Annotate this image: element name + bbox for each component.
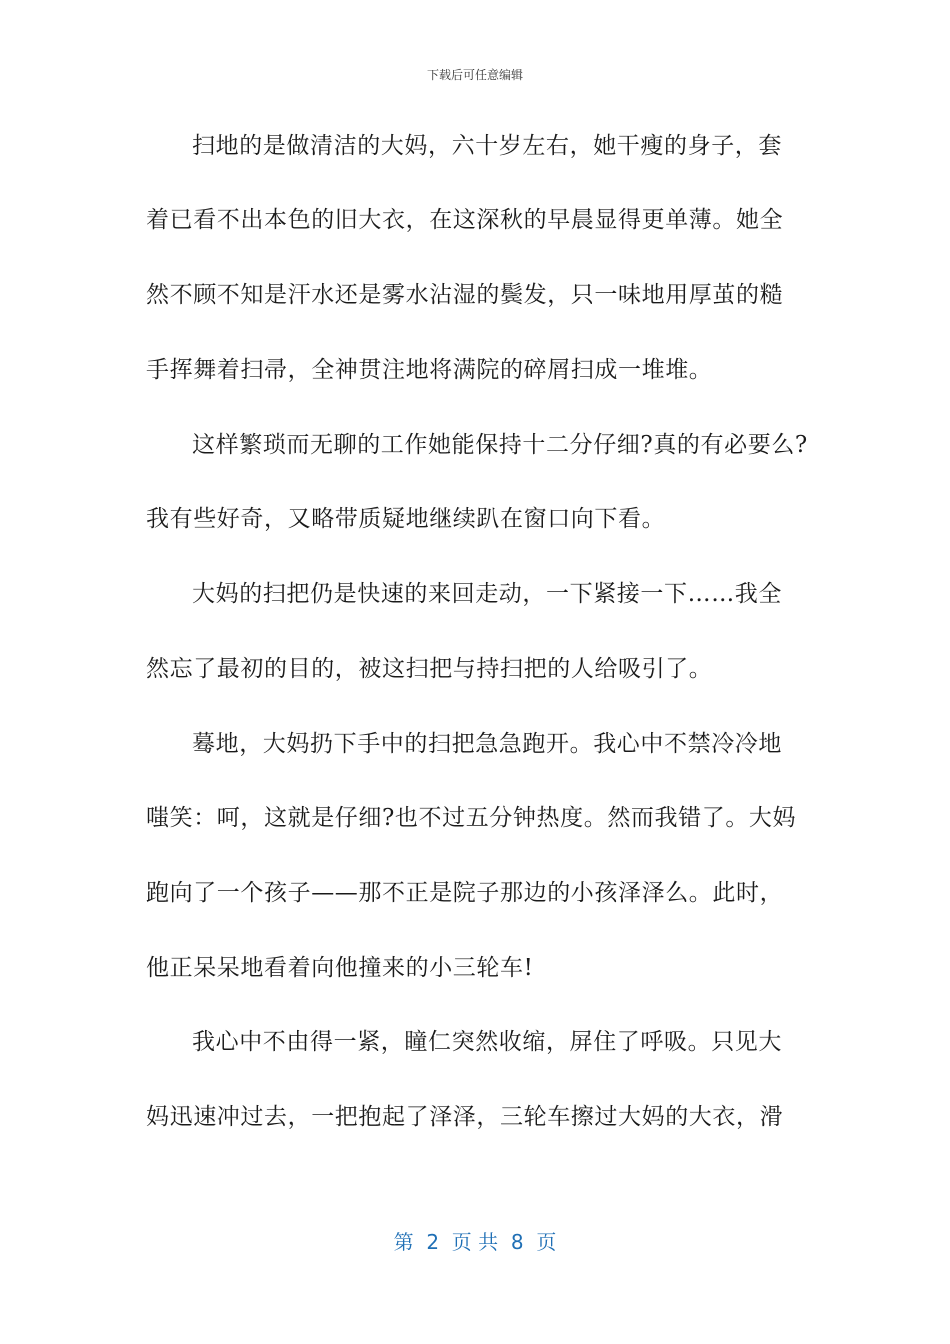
text-line: 妈迅速冲过去，一把抱起了泽泽，三轮车擦过大妈的大衣，滑 bbox=[146, 1104, 784, 1130]
text-line: 嗤笑：呵，这就是仔细?也不过五分钟热度。然而我错了。大妈 bbox=[146, 805, 797, 831]
text-line: 大妈的扫把仍是快速的来回走动，一下紧接一下……我全 bbox=[192, 581, 782, 607]
text-line: 我心中不由得一紧，瞳仁突然收缩，屏住了呼吸。只见大 bbox=[192, 1029, 782, 1055]
page-header: 下载后可任意编辑 bbox=[426, 68, 523, 82]
text-line: 扫地的是做清洁的大妈，六十岁左右，她干瘦的身子，套 bbox=[192, 133, 782, 159]
text-line: 蓦地，大妈扔下手中的扫把急急跑开。我心中不禁冷冷地 bbox=[192, 731, 782, 757]
text-line: 跑向了一个孩子——那不正是院子那边的小孩泽泽么。此时， bbox=[146, 880, 784, 906]
text-line: 然不顾不知是汗水还是雾水沾湿的鬓发，只一味地用厚茧的糙 bbox=[146, 282, 784, 308]
text-line: 我有些好奇，又略带质疑地继续趴在窗口向下看。 bbox=[146, 506, 666, 532]
page-footer: 第 2 页 共 8 页 bbox=[393, 1230, 557, 1254]
text-line: 他正呆呆地看着向他撞来的小三轮车! bbox=[146, 955, 534, 981]
text-line: 着已看不出本色的旧大衣，在这深秋的早晨显得更单薄。她全 bbox=[146, 207, 784, 233]
text-line: 这样繁琐而无聊的工作她能保持十二分仔细?真的有必要么? bbox=[192, 432, 808, 458]
text-line: 手挥舞着扫帚，全神贯注地将满院的碎屑扫成一堆堆。 bbox=[146, 357, 713, 383]
text-line: 然忘了最初的目的，被这扫把与持扫把的人给吸引了。 bbox=[146, 656, 713, 682]
